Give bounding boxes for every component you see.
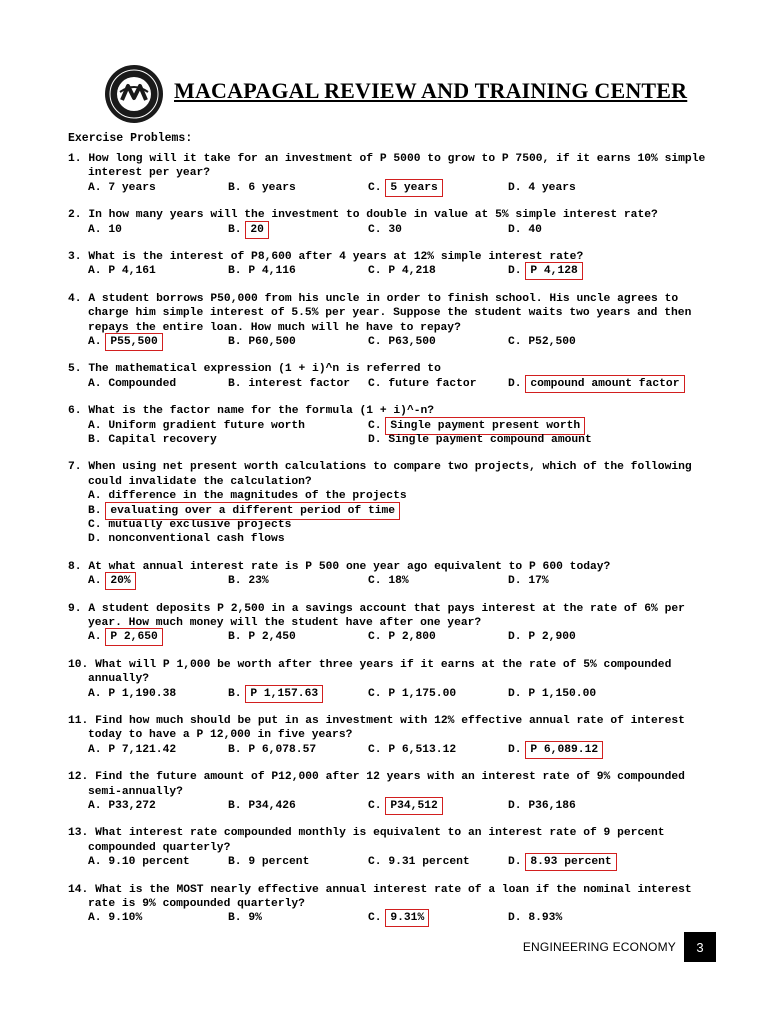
option-letter: B. bbox=[228, 265, 249, 278]
option-letter: B. bbox=[228, 743, 249, 756]
option-text: P 2,900 bbox=[528, 631, 576, 644]
option-text: 18% bbox=[388, 575, 409, 588]
answer-option bbox=[228, 911, 262, 925]
option-letter: B. bbox=[228, 856, 249, 869]
option-letter: A. bbox=[88, 631, 109, 644]
question-stem: 5. The mathematical expression (1 + i)^n is referred to bbox=[68, 363, 441, 376]
option-letter: B. bbox=[228, 336, 249, 349]
option-text: P 1,190.38 bbox=[108, 687, 177, 700]
option-letter: D. bbox=[88, 533, 109, 546]
answer-option bbox=[88, 181, 156, 195]
option-letter: D. bbox=[508, 223, 529, 236]
option-letter: B. bbox=[228, 800, 249, 813]
option-letter: C. bbox=[368, 181, 389, 194]
footer-label: ENGINEERING ECONOMY bbox=[522, 940, 676, 954]
option-letter: A. bbox=[88, 687, 109, 700]
question-item bbox=[68, 770, 718, 813]
answer-options bbox=[88, 743, 718, 757]
option-letter: D. bbox=[368, 434, 389, 446]
option-letter: A. bbox=[88, 575, 109, 588]
option-letter: A. bbox=[88, 490, 109, 503]
answer-option bbox=[228, 799, 296, 813]
answer-option bbox=[508, 743, 600, 757]
option-letter: B. bbox=[228, 377, 249, 390]
option-letter: B. bbox=[228, 631, 249, 644]
option-letter: A. bbox=[88, 743, 109, 756]
answer-option bbox=[88, 799, 156, 813]
option-letter: A. bbox=[88, 419, 109, 432]
option-letter: B. bbox=[228, 575, 249, 588]
answer-option bbox=[368, 433, 592, 447]
answer-option bbox=[508, 687, 596, 701]
option-text: 10 bbox=[108, 223, 122, 236]
answer-option bbox=[88, 574, 133, 588]
answer-options bbox=[88, 630, 718, 644]
question-stem: 13. What interest rate compounded monthly is equivalent to an interest rate of 9 percent compounded quarterly? bbox=[68, 827, 665, 854]
option-text: 23% bbox=[248, 575, 269, 588]
macapagal-seal-icon bbox=[104, 64, 164, 124]
answer-options bbox=[88, 264, 718, 278]
option-text: nonconventional cash flows bbox=[108, 533, 285, 546]
highlighted-answer: 5 years bbox=[390, 181, 438, 194]
option-text: 17% bbox=[528, 575, 549, 588]
option-text: P 6,513.12 bbox=[388, 743, 457, 756]
answer-option bbox=[508, 335, 576, 349]
answer-option bbox=[88, 504, 718, 518]
option-text: 30 bbox=[388, 223, 402, 236]
answer-option bbox=[228, 335, 296, 349]
answer-option bbox=[508, 181, 576, 195]
question-item bbox=[68, 602, 718, 645]
option-letter: C. bbox=[368, 336, 389, 349]
answer-option bbox=[508, 855, 614, 869]
answer-option bbox=[88, 911, 142, 925]
answer-option bbox=[228, 223, 266, 237]
answer-option bbox=[228, 264, 296, 278]
option-letter: D. bbox=[508, 856, 529, 869]
answer-options bbox=[88, 855, 718, 869]
answer-option bbox=[368, 335, 436, 349]
option-letter: C. bbox=[368, 687, 389, 700]
question-stem: 7. When using net present worth calculations to compare two projects, which of the following could invalidate the calculation? bbox=[68, 461, 692, 488]
highlighted-answer: 20% bbox=[110, 575, 131, 588]
highlighted-answer: P34,512 bbox=[390, 800, 438, 813]
answer-option bbox=[508, 574, 549, 588]
answer-option bbox=[88, 489, 718, 503]
answer-options bbox=[88, 574, 718, 588]
answer-options bbox=[88, 223, 718, 237]
question-stem: 10. What will P 1,000 be worth after three years if it earns at the rate of 5% compounded annually? bbox=[68, 658, 672, 686]
question-item bbox=[68, 714, 718, 757]
highlighted-answer: Single payment present worth bbox=[390, 419, 581, 432]
option-letter: D. bbox=[508, 377, 529, 390]
option-letter: C. bbox=[368, 631, 389, 644]
answer-option bbox=[228, 687, 320, 701]
option-letter: A. bbox=[88, 912, 109, 925]
answer-option bbox=[368, 687, 456, 701]
answer-options bbox=[88, 419, 718, 448]
question-stem: 12. Find the future amount of P12,000 after 12 years with an interest rate of 9% compounded semi-annually? bbox=[68, 771, 685, 798]
section-label: Exercise Problems: bbox=[68, 132, 193, 145]
page-footer bbox=[523, 932, 716, 962]
option-letter: C. bbox=[368, 856, 389, 869]
question-list bbox=[68, 152, 718, 939]
highlighted-answer: P 6,089.12 bbox=[530, 743, 599, 756]
highlighted-answer: P 1,157.63 bbox=[250, 687, 319, 700]
answer-option bbox=[88, 743, 176, 757]
answer-options bbox=[88, 799, 718, 813]
option-letter: A. bbox=[88, 223, 109, 236]
option-letter: C. bbox=[368, 800, 389, 813]
question-stem: 11. Find how much should be put in as investment with 12% effective annual rate of interest today to have a P 12,000 in five years? bbox=[68, 715, 685, 742]
answer-option bbox=[508, 911, 562, 925]
option-text: P60,500 bbox=[248, 336, 296, 349]
option-letter: D. bbox=[508, 575, 529, 588]
option-text: 9 percent bbox=[248, 856, 310, 869]
option-letter: D. bbox=[508, 743, 529, 756]
option-letter: C. bbox=[368, 912, 389, 925]
answer-option bbox=[508, 799, 576, 813]
option-letter: D. bbox=[508, 181, 529, 194]
option-text: 9% bbox=[248, 912, 262, 925]
question-stem: 9. A student deposits P 2,500 in a savings account that pays interest at the rate of 6% per year. How much money will the student have after one year? bbox=[68, 602, 685, 630]
option-letter: D. bbox=[508, 912, 529, 925]
answer-option bbox=[228, 181, 296, 195]
option-letter: C. bbox=[508, 336, 529, 349]
highlighted-answer: P 2,650 bbox=[110, 631, 158, 644]
answer-option bbox=[368, 419, 582, 433]
answer-option bbox=[228, 377, 350, 391]
option-text: 9.10 percent bbox=[108, 856, 190, 869]
option-letter: A. bbox=[88, 800, 109, 813]
question-stem: 6. What is the factor name for the formula (1 + i)^-n? bbox=[68, 405, 435, 418]
option-letter: C. bbox=[88, 519, 109, 532]
option-text: P 6,078.57 bbox=[248, 743, 317, 756]
answer-option bbox=[88, 687, 176, 701]
option-text: 40 bbox=[528, 223, 542, 236]
answer-options bbox=[88, 181, 718, 195]
answer-option bbox=[228, 855, 309, 869]
answer-option bbox=[88, 223, 122, 237]
option-letter: D. bbox=[508, 800, 529, 813]
option-text: P 1,175.00 bbox=[388, 687, 457, 700]
question-stem: 14. What is the MOST nearly effective annual interest rate of a loan if the nominal interest rate is 9% compounded quarterly? bbox=[68, 883, 692, 911]
question-stem: 4. A student borrows P50,000 from his uncle in order to finish school. His uncle agrees to charge him simple interest of 5.5% per year. Suppose the student waits two years and then repays the entire loan. How much will he have to repay? bbox=[68, 292, 692, 334]
option-text: Single payment compound amount bbox=[388, 434, 592, 446]
question-stem: 8. At what annual interest rate is P 500 one year ago equivalent to P 600 today? bbox=[68, 560, 611, 573]
option-text: P 7,121.42 bbox=[108, 743, 177, 756]
answer-option bbox=[88, 630, 160, 644]
answer-option bbox=[88, 855, 190, 869]
option-letter: B. bbox=[228, 687, 249, 700]
option-text: P33,272 bbox=[108, 800, 156, 813]
option-letter: B. bbox=[228, 912, 249, 925]
answer-option bbox=[368, 223, 402, 237]
answer-options bbox=[88, 911, 718, 925]
option-letter: B. bbox=[228, 223, 249, 236]
answer-option bbox=[368, 264, 436, 278]
answer-option bbox=[368, 181, 440, 195]
option-text: future factor bbox=[388, 377, 477, 390]
answer-options bbox=[88, 687, 718, 701]
question-stem: 2. In how many years will the investment to double in value at 5% simple interest rate? bbox=[68, 209, 658, 222]
highlighted-answer: 8.93 percent bbox=[530, 856, 612, 869]
option-text: P 4,218 bbox=[388, 265, 436, 278]
option-letter: A. bbox=[88, 265, 109, 278]
option-text: mutually exclusive projects bbox=[108, 519, 292, 532]
answer-option bbox=[508, 377, 682, 391]
page-number: 3 bbox=[684, 932, 716, 962]
answer-option bbox=[368, 799, 440, 813]
option-letter: C. bbox=[368, 743, 389, 756]
highlighted-answer: evaluating over a different period of time bbox=[110, 504, 396, 517]
option-letter: D. bbox=[508, 631, 529, 644]
answer-option bbox=[88, 377, 176, 391]
option-text: P 1,150.00 bbox=[528, 687, 597, 700]
question-item bbox=[68, 292, 718, 350]
option-letter: C. bbox=[368, 419, 389, 432]
question-item bbox=[68, 152, 718, 195]
question-item bbox=[68, 404, 718, 447]
option-text: P34,426 bbox=[248, 800, 296, 813]
option-text: difference in the magnitudes of the projects bbox=[108, 490, 407, 503]
option-letter: A. bbox=[88, 377, 109, 390]
question-item bbox=[68, 826, 718, 869]
answer-option bbox=[88, 518, 718, 532]
option-letter: D. bbox=[508, 265, 529, 278]
question-stem: 3. What is the interest of P8,600 after 4 years at 12% simple interest rate? bbox=[68, 251, 584, 263]
answer-option bbox=[88, 264, 156, 278]
answer-option bbox=[368, 377, 476, 391]
option-letter: D. bbox=[508, 687, 529, 700]
option-letter: B. bbox=[88, 434, 109, 446]
answer-options bbox=[88, 335, 718, 349]
question-item bbox=[68, 362, 718, 391]
highlighted-answer: P 4,128 bbox=[530, 265, 578, 278]
answer-option bbox=[88, 419, 305, 433]
question-item bbox=[68, 208, 718, 237]
question-stem: 1. How long will it take for an investment of P 5000 to grow to P 7500, if it earns 10% simple interest per year? bbox=[68, 153, 706, 180]
option-letter: A. bbox=[88, 856, 109, 869]
answer-option bbox=[88, 335, 160, 349]
question-item bbox=[68, 460, 718, 546]
option-letter: B. bbox=[88, 504, 109, 517]
option-text: 9.10% bbox=[108, 912, 143, 925]
answer-option bbox=[508, 630, 576, 644]
answer-option bbox=[508, 264, 580, 278]
option-letter: C. bbox=[368, 575, 389, 588]
answer-option bbox=[368, 630, 436, 644]
option-text: P 2,450 bbox=[248, 631, 296, 644]
page-header bbox=[104, 64, 688, 124]
option-letter: A. bbox=[88, 181, 109, 194]
option-text: P 4,161 bbox=[108, 265, 156, 278]
answer-option bbox=[228, 743, 316, 757]
answer-option bbox=[368, 743, 456, 757]
answer-option bbox=[368, 574, 409, 588]
option-text: 6 years bbox=[248, 181, 296, 194]
answer-options bbox=[88, 377, 718, 391]
highlighted-answer: P55,500 bbox=[110, 336, 158, 349]
option-text: 9.31 percent bbox=[388, 856, 470, 869]
option-text: P36,186 bbox=[528, 800, 576, 813]
option-text: P63,500 bbox=[388, 336, 436, 349]
option-text: Capital recovery bbox=[108, 434, 217, 446]
answer-option bbox=[88, 532, 718, 546]
option-text: 7 years bbox=[108, 181, 156, 194]
option-text: Compounded bbox=[108, 377, 177, 390]
page-title: MACAPAGAL REVIEW AND TRAINING CENTER bbox=[174, 78, 688, 103]
option-letter: C. bbox=[368, 265, 389, 278]
option-text: Uniform gradient future worth bbox=[108, 419, 305, 432]
answer-option bbox=[368, 911, 426, 925]
answer-options bbox=[88, 489, 718, 547]
option-letter: B. bbox=[228, 181, 249, 194]
option-letter: C. bbox=[368, 377, 389, 390]
option-text: P 4,116 bbox=[248, 265, 296, 278]
highlighted-answer: 9.31% bbox=[390, 912, 425, 925]
answer-option bbox=[228, 574, 269, 588]
answer-option bbox=[228, 630, 296, 644]
highlighted-answer: compound amount factor bbox=[530, 377, 680, 390]
option-text: interest factor bbox=[248, 377, 351, 390]
answer-option bbox=[368, 855, 470, 869]
highlighted-answer: 20 bbox=[250, 223, 264, 236]
option-text: 8.93% bbox=[528, 912, 563, 925]
question-item bbox=[68, 250, 718, 279]
option-text: P 2,800 bbox=[388, 631, 436, 644]
question-item bbox=[68, 658, 718, 701]
question-item bbox=[68, 560, 718, 589]
option-letter: A. bbox=[88, 336, 109, 349]
question-item bbox=[68, 883, 718, 926]
answer-option bbox=[88, 433, 217, 447]
option-letter: C. bbox=[368, 223, 389, 236]
option-text: P52,500 bbox=[528, 336, 576, 349]
option-text: 4 years bbox=[528, 181, 576, 194]
answer-option bbox=[508, 223, 542, 237]
